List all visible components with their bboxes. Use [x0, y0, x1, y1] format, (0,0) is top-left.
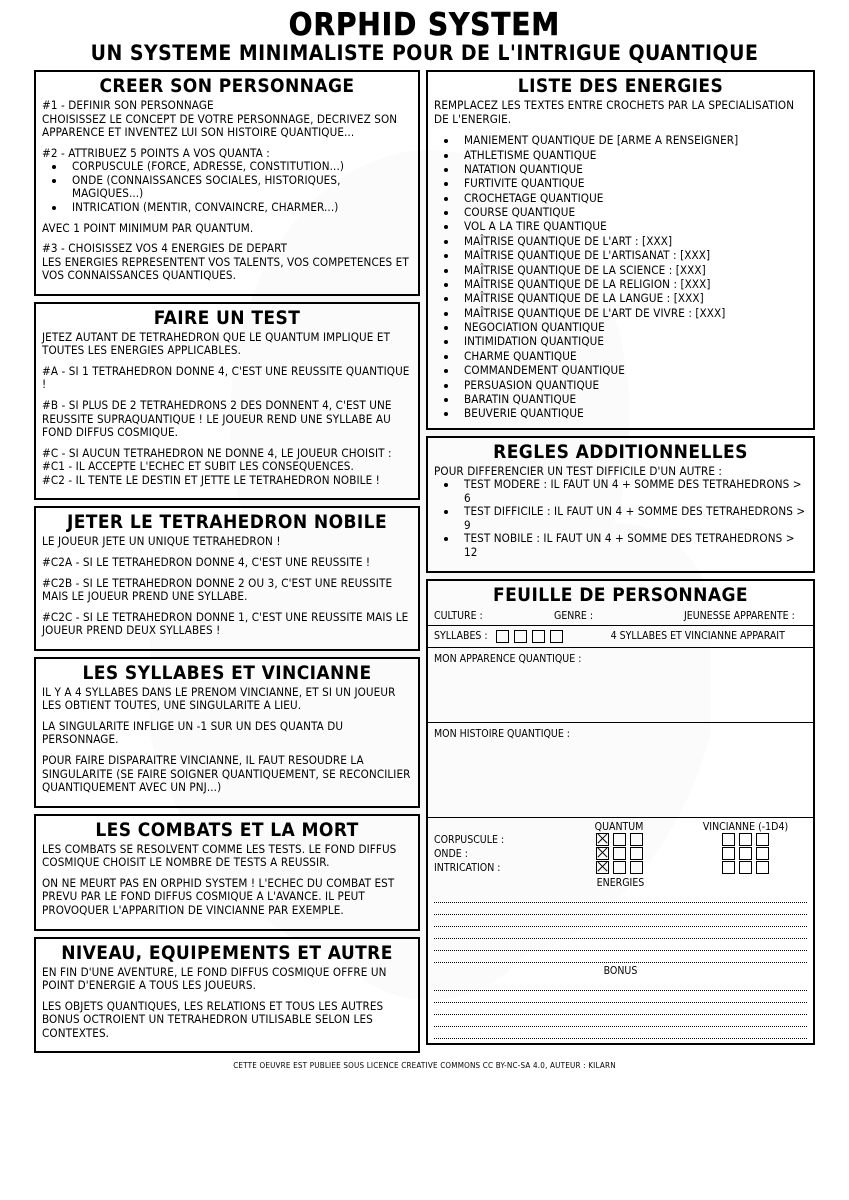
energie-write-line[interactable] [434, 939, 807, 951]
niveau-p1: EN FIN D'UNE AVENTURE, LE FOND DIFFUS COSMIQUE OFFRE UN POINT D'ENERGIE A TOUS LES JOUEURS. [42, 964, 387, 993]
section-combats-et-mort [34, 814, 420, 931]
list-item: • CROCHETAGE QUANTIQUE [458, 191, 813, 205]
niveau-p2: LES OBJETS QUANTIQUES, LES RELATIONS ET TOUS LES AUTRES BONUS OCTROIENT UN TETRAHEDRON UTILISABLE SELON LES CONTEXTES. [42, 998, 384, 1040]
jeunesse-field-label[interactable]: JEUNESSE APPARENTE : [684, 609, 795, 622]
left-column [34, 70, 420, 1059]
vincianne-checkbox[interactable] [756, 833, 769, 846]
vincianne-checkbox[interactable] [722, 861, 735, 874]
creer-step3-body: LES ENERGIES REPRESENTENT VOS TALENTS, VOS COMPETENCES ET VOS CONNAISSANCES QUANTIQUES. [42, 254, 409, 283]
bonus-write-line[interactable] [434, 1003, 807, 1015]
vincianne-header: VINCIANNE (-1D4) [702, 820, 789, 833]
creer-step2-foot: AVEC 1 POINT MINIMUM PAR QUANTUM. [42, 220, 254, 235]
vincianne-boxes[interactable] [684, 847, 807, 861]
culture-field-label[interactable]: CULTURE : [434, 609, 483, 622]
list-item: • ATHLETISME QUANTIQUE [458, 148, 813, 162]
test-case-a: #A - SI 1 TETRAHEDRON DONNE 4, C'EST UNE REUSSITE QUANTIQUE ! [42, 363, 410, 392]
two-column-layout [34, 70, 815, 1059]
vincianne-boxes[interactable] [684, 833, 807, 847]
regles-intro: POUR DIFFERENCIER UN TEST DIFFICILE D'UN AUTRE : [434, 463, 723, 478]
section-niveau-equipements [34, 937, 420, 1054]
quantum-header: QUANTUM [594, 820, 644, 833]
syllabes-p2: LA SINGULARITE INFLIGE UN -1 SUR UN DES QUANTA DU PERSONNAGE. [42, 718, 344, 747]
creer-step3-title: #3 - CHOISISSEZ VOS 4 ENERGIES DE DEPART [42, 241, 288, 256]
vincianne-boxes[interactable] [684, 861, 807, 875]
quantum-checkbox[interactable] [630, 847, 643, 860]
test-intro: JETEZ AUTANT DE TETRAHEDRON QUE LE QUANTUM IMPLIQUE ET TOUTES LES ENERGIES APPLICABLES. [42, 329, 391, 358]
list-item: • CORPUSCULE (FORCE, ADRESSE, CONSTITUTION...) [66, 160, 418, 174]
quantum-checkbox[interactable] [613, 847, 626, 860]
energie-write-line[interactable] [434, 915, 807, 927]
vincianne-checkbox[interactable] [756, 847, 769, 860]
section-feuille-de-personnage [426, 579, 815, 1045]
quanta-header-row [428, 821, 813, 833]
syllabes-p3: POUR FAIRE DISPARAITRE VINCIANNE, IL FAUT RESOUDRE LA SINGULARITE (SE FAIRE SOIGNER QUANTIQUEMENT, SE RECONCILIER QUANTIQUEMENT AVEC UN PNJ...) [42, 753, 411, 795]
nobile-case-c2c: #C2C - SI LE TETRAHEDRON DONNE 1, C'EST UNE REUSSITE MAIS LE JOUEUR PREND DEUX SYLLABES ! [42, 609, 409, 638]
test-case-c2: #C2 - IL TENTE LE DESTIN ET JETTE LE TETRAHEDRON NOBILE ! [42, 472, 380, 487]
vincianne-checkbox[interactable] [739, 847, 752, 860]
test-case-c1: #C1 - IL ACCEPTE L'ECHEC ET SUBIT LES CONSEQUENCES. [42, 459, 354, 474]
quantum-checkbox[interactable] [613, 861, 626, 874]
divider [428, 647, 813, 648]
list-item: • VOL A LA TIRE QUANTIQUE [458, 219, 813, 233]
section-tetrahedron-nobile [34, 506, 420, 650]
nobile-intro: LE JOUEUR JETE UN UNIQUE TETRAHEDRON ! [42, 534, 281, 549]
syllabes-row [428, 629, 813, 644]
combats-p2: ON NE MEURT PAS EN ORPHID SYSTEM ! L'ECHEC DU COMBAT EST PREVU PAR LE FOND DIFFUS COSMIQUE A L'AVANCE. IL PEUT PROVOQUER L'APPARITION DE VINCIANNE PAR EXEMPLE. [42, 875, 395, 917]
quanta-row-onde [428, 847, 813, 861]
section-syllabes-vincianne [34, 657, 420, 808]
list-item: • TEST NOBILE : IL FAUT UN 4 + SOMME DES TETRAHEDRONS > 12 [458, 532, 813, 559]
section-liste-des-energies [426, 70, 815, 430]
apparence-write-area[interactable] [428, 667, 813, 719]
energies-list [428, 133, 813, 421]
list-item: • BARATIN QUANTIQUE [458, 392, 813, 406]
quanta-label: CORPUSCULE : [434, 833, 505, 846]
list-item: • INTIMIDATION QUANTIQUE [458, 334, 813, 348]
divider [428, 817, 813, 818]
energie-write-line[interactable] [434, 951, 807, 963]
license-footer: CETTE OEUVRE EST PUBLIEE SOUS LICENCE CREATIVE COMMONS CC BY-NC-SA 4.0, AUTEUR : KILARN [233, 1061, 616, 1071]
vincianne-checkbox[interactable] [722, 847, 735, 860]
identity-row [428, 608, 813, 622]
histoire-write-area[interactable] [428, 742, 813, 814]
section-faire-un-test [34, 302, 420, 501]
syllabe-checkbox[interactable] [496, 630, 509, 643]
quantum-checkbox[interactable] [630, 861, 643, 874]
quantum-checkbox-checked[interactable] [596, 861, 609, 874]
section-heading: NIVEAU, EQUIPEMENTS ET AUTRE [61, 941, 393, 964]
list-item: • CHARME QUANTIQUE [458, 349, 813, 363]
list-item: • MAÎTRISE QUANTIQUE DE LA LANGUE : [XXX] [458, 291, 813, 305]
combats-p1: LES COMBATS SE RESOLVENT COMME LES TESTS. LE FOND DIFFUS COSMIQUE CHOISIT LE NOMBRE DE TESTS A REUSSIR. [42, 841, 397, 870]
vincianne-checkbox[interactable] [739, 861, 752, 874]
list-item: • TEST MODERE : IL FAUT UN 4 + SOMME DES TETRAHEDRONS > 6 [458, 478, 813, 505]
syllabes-p1: IL Y A 4 SYLLABES DANS LE PRENOM VINCIANNE, ET SI UN JOUEUR LES OBTIENT TOUTES, UNE SINGULARITE A LIEU. [42, 684, 396, 713]
syllabe-checkbox[interactable] [550, 630, 563, 643]
page-subtitle: UN SYSTEME MINIMALISTE POUR DE L'INTRIGUE QUANTIQUE [90, 41, 759, 65]
section-heading: FEUILLE DE PERSONNAGE [493, 583, 748, 606]
regles-list [428, 478, 813, 559]
list-item: • COMMANDEMENT QUANTIQUE [458, 363, 813, 377]
list-item: • MAÎTRISE QUANTIQUE DE L'ARTISANAT : [XXX] [458, 248, 813, 262]
energie-write-line[interactable] [434, 927, 807, 939]
list-item: • MAÎTRISE QUANTIQUE DE LA RELIGION : [XXX] [458, 277, 813, 291]
syllabes-label: SYLLABES : [434, 630, 488, 643]
test-case-c: #C - SI AUCUN TETRAHEDRON NE DONNE 4, LE JOUEUR CHOISIT : [42, 445, 392, 460]
bonus-header: BONUS [603, 964, 638, 977]
list-item: • NATATION QUANTIQUE [458, 162, 813, 176]
test-case-b: #B - SI PLUS DE 2 TETRAHEDRONS 2 DES DONNENT 4, C'EST UNE REUSSITE SUPRAQUANTIQUE ! LE JOUEUR REND UNE SYLLABE AU FOND DIFFUS COSMIQUE. [42, 398, 392, 440]
energie-write-line[interactable] [434, 891, 807, 903]
quanta-row-intrication [428, 861, 813, 875]
list-item: • TEST DIFFICILE : IL FAUT UN 4 + SOMME DES TETRAHEDRONS > 9 [458, 505, 813, 532]
list-item: • NEGOCIATION QUANTIQUE [458, 320, 813, 334]
syllabe-checkbox[interactable] [514, 630, 527, 643]
section-heading: LES SYLLABES ET VINCIANNE [82, 661, 372, 684]
divider [428, 625, 813, 626]
list-item: • MANIEMENT QUANTIQUE DE [ARME A RENSEIGNER] [458, 133, 813, 147]
creer-step1-body: CHOISISSEZ LE CONCEPT DE VOTRE PERSONNAGE, DECRIVEZ SON APPARENCE ET INVENTEZ LUI SON HISTOIRE QUANTIQUE... [42, 111, 398, 140]
right-column [426, 70, 815, 1051]
vincianne-checkbox[interactable] [739, 833, 752, 846]
bonus-write-line[interactable] [434, 991, 807, 1003]
section-heading: JETER LE TETRAHEDRON NOBILE [66, 511, 388, 534]
bonus-write-line[interactable] [434, 1027, 807, 1039]
divider [428, 722, 813, 723]
list-item: • INTRICATION (MENTIR, CONVAINCRE, CHARMER...) [66, 201, 418, 215]
section-creer-son-personnage [34, 70, 420, 296]
quanta-label: ONDE : [434, 847, 468, 860]
syllabes-note: 4 SYLLABES ET VINCIANNE APPARAIT [610, 630, 785, 643]
quanta-row-corpuscule [428, 833, 813, 847]
nobile-case-c2a: #C2A - SI LE TETRAHEDRON DONNE 4, C'EST UNE REUSSITE ! [42, 554, 371, 569]
bonus-write-line[interactable] [434, 979, 807, 991]
document-content [34, 7, 815, 1071]
list-item: • MAÎTRISE QUANTIQUE DE L'ART : [XXX] [458, 234, 813, 248]
quantum-boxes[interactable] [554, 861, 684, 875]
section-heading: FAIRE UN TEST [153, 306, 301, 329]
section-regles-additionnelles [426, 436, 815, 573]
energies-header: ENERGIES [596, 876, 645, 889]
section-heading: REGLES ADDITIONNELLES [493, 440, 748, 463]
section-heading: LISTE DES ENERGIES [517, 75, 724, 98]
list-item: • FURTIVITE QUANTIQUE [458, 176, 813, 190]
genre-field-label[interactable]: GENRE : [554, 609, 594, 622]
creer-step1-title: #1 - DEFINIR SON PERSONNAGE [42, 98, 214, 113]
histoire-field-label[interactable]: MON HISTOIRE QUANTIQUE : [434, 727, 570, 740]
quanta-list [36, 160, 418, 214]
section-heading: CREER SON PERSONNAGE [99, 75, 355, 98]
quantum-checkbox-checked[interactable] [596, 833, 609, 846]
quantum-checkbox[interactable] [613, 833, 626, 846]
bonus-write-line[interactable] [434, 1015, 807, 1027]
list-item: • BEUVERIE QUANTIQUE [458, 406, 813, 420]
quantum-boxes[interactable] [554, 833, 684, 847]
section-heading: LES COMBATS ET LA MORT [95, 818, 359, 841]
quantum-checkbox[interactable] [630, 833, 643, 846]
list-item: • MAÎTRISE QUANTIQUE DE LA SCIENCE : [XXX] [458, 263, 813, 277]
apparence-field-label[interactable]: MON APPARENCE QUANTIQUE : [434, 652, 582, 665]
list-item: • PERSUASION QUANTIQUE [458, 378, 813, 392]
syllabes-checkboxes[interactable] [496, 630, 563, 643]
quanta-label: INTRICATION : [434, 861, 501, 874]
energie-write-line[interactable] [434, 903, 807, 915]
list-item: • COURSE QUANTIQUE [458, 205, 813, 219]
page-title: ORPHID SYSTEM [288, 7, 561, 43]
quantum-boxes[interactable] [554, 847, 684, 861]
vincianne-checkbox[interactable] [756, 861, 769, 874]
list-item: • MAÎTRISE QUANTIQUE DE L'ART DE VIVRE : [XXX] [458, 306, 813, 320]
list-item: • ONDE (CONNAISSANCES SOCIALES, HISTORIQUES, MAGIQUES...) [66, 174, 418, 201]
energies-intro: REMPLACEZ LES TEXTES ENTRE CROCHETS PAR LA SPECIALISATION DE L'ENERGIE. [434, 98, 795, 126]
quantum-checkbox-checked[interactable] [596, 847, 609, 860]
nobile-case-c2b: #C2B - SI LE TETRAHEDRON DONNE 2 OU 3, C'EST UNE REUSSITE MAIS LE JOUEUR PREND UNE SYLLABE. [42, 575, 393, 604]
creer-step2-title: #2 - ATTRIBUEZ 5 POINTS A VOS QUANTA : [42, 145, 270, 160]
vincianne-checkbox[interactable] [722, 833, 735, 846]
syllabe-checkbox[interactable] [532, 630, 545, 643]
